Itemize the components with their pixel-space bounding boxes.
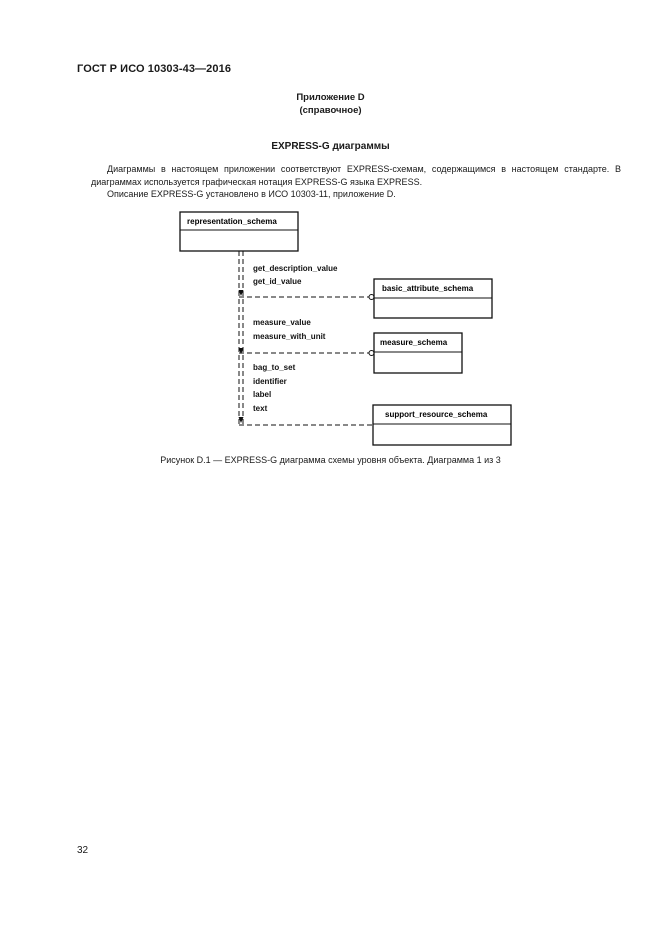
schema-name-measure: measure_schema [380, 338, 448, 347]
figure-caption: Рисунок D.1 — EXPRESS-G диаграмма схемы уровня объекта. Диаграмма 1 из 3 [160, 455, 501, 465]
item-label: measure_value [253, 318, 311, 327]
item-label: get_id_value [253, 277, 302, 286]
reference-circles [369, 295, 374, 356]
item-label: measure_with_unit [253, 332, 326, 341]
schema-box-support-resource [373, 405, 511, 445]
item-label: bag_to_set [253, 363, 296, 372]
standard-designation: ГОСТ Р ИСО 10303-43—2016 [77, 63, 232, 75]
page-number: 32 [77, 845, 89, 856]
reference-labels [253, 264, 338, 413]
item-label: get_description_value [253, 264, 338, 273]
annex-status: (справочное) [299, 105, 362, 116]
body-paragraph-1: Диаграммы в настоящем приложении соответствуют EXPRESS-схемам, содержащимся в настоящем стандарте. В диаграммах используется графическая нотация EXPRESS-G языка EXPRESS. [91, 164, 621, 187]
schema-box-basic-attribute [374, 279, 492, 318]
item-label: label [253, 390, 272, 399]
reference-trunk [239, 251, 243, 425]
section-heading: EXPRESS-G диаграммы [271, 141, 390, 152]
schema-name-support-resource: support_resource_schema [385, 410, 488, 419]
item-label: identifier [253, 377, 287, 386]
schema-name-basic-attribute: basic_attribute_schema [382, 284, 474, 293]
body-paragraph-2: Описание EXPRESS-G установлено в ИСО 10303-11, приложение D. [107, 189, 396, 199]
annex-title: Приложение D [296, 92, 365, 103]
item-label: text [253, 404, 268, 413]
schema-name-representation: representation_schema [187, 217, 277, 226]
schema-box-representation [180, 212, 298, 251]
schema-box-measure [374, 333, 462, 373]
